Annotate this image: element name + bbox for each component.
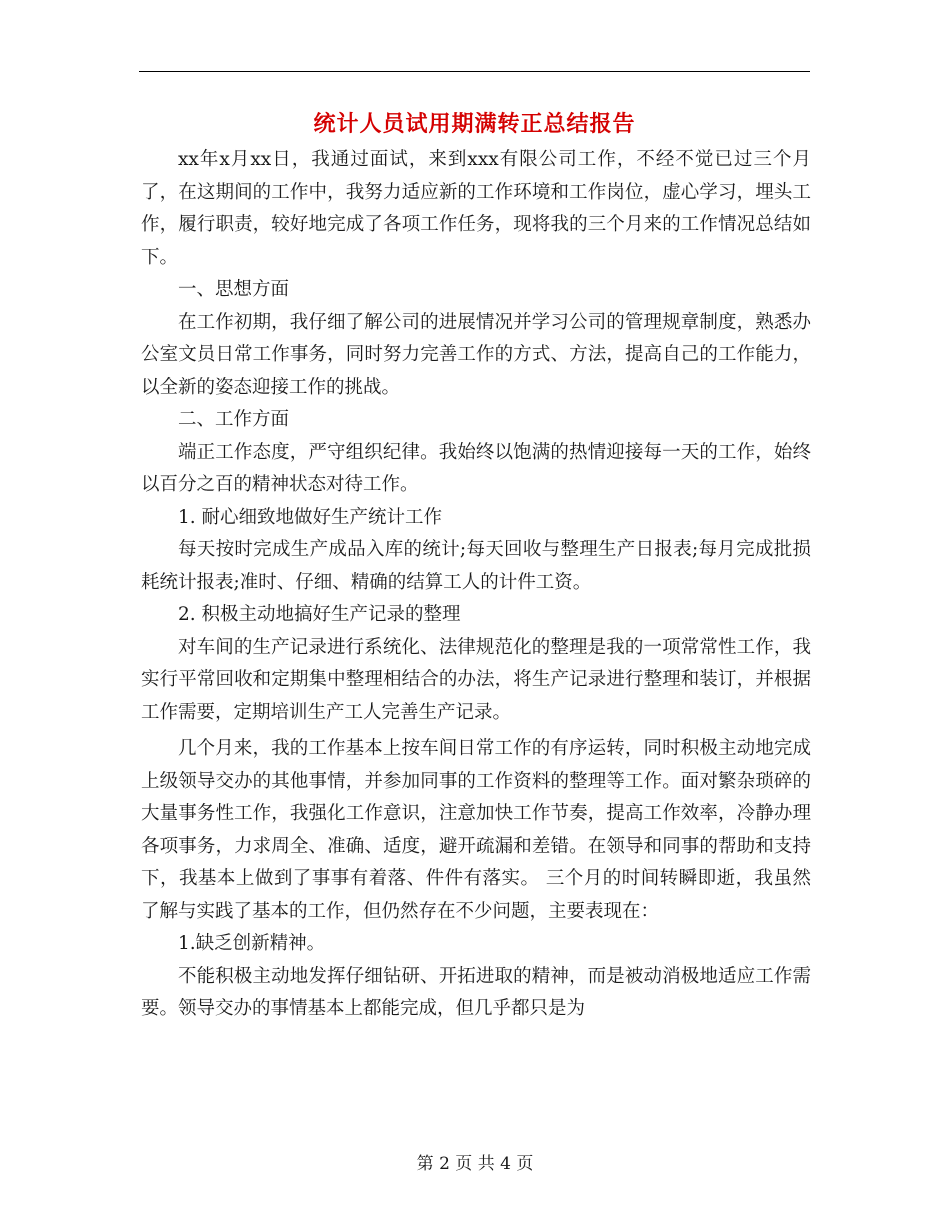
- paragraph-thought: 在工作初期，我仔细了解公司的进展情况并学习公司的管理规章制度，熟悉办公室文员日常工作事务，同时努力完善工作的方式、方法，提高自己的工作能力，以全新的姿态迎接工作的挑战。: [141, 311, 811, 398]
- paragraph-innovation: 不能积极主动地发挥仔细钻研、开拓进取的精神，而是被动消极地适应工作需要。领导交办的事情基本上都能完成，但几乎都只是为: [141, 965, 811, 1019]
- page-footer: 第 2 页 共 4 页: [416, 1154, 534, 1174]
- document-title: 统计人员试用期满转正总结报告: [313, 111, 636, 137]
- subheading-statistics: 1. 耐心细致地做好生产统计工作: [178, 506, 443, 528]
- heading-work: 二、工作方面: [178, 409, 290, 430]
- paragraph-statistics: 每天按时完成生产成品入库的统计;每天回收与整理生产日报表;每月完成批损耗统计报表;准时、仔细、精确的结算工人的计件工资。: [141, 539, 811, 593]
- paragraph-intro: xx年x月xx日，我通过面试，来到xxx有限公司工作，不经不觉已过三个月了，在这期间的工作中，我努力适应新的工作环境和工作岗位，虚心学习，埋头工作，履行职责，较好地完成了各项工作任务，现将我的三个月来的工作情况总结如下。: [141, 149, 811, 268]
- subheading-innovation: 1.缺乏创新精神。: [178, 933, 326, 954]
- heading-thought: 一、思想方面: [178, 279, 290, 300]
- paragraph-summary: 几个月来，我的工作基本上按车间日常工作的有序运转，同时积极主动地完成上级领导交办的其他事情，并参加同事的工作资料的整理等工作。面对繁杂琐碎的大量事务性工作，我强化工作意识，注意加快工作节奏，提高工作效率，冷静办理各项事务，力求周全、准确、适度，避开疏漏和差错。在领导和同事的帮助和支持下，我基本上做到了事事有着落、件件有落实。 三个月的时间转瞬即逝，我虽然了解与实践了基本的工作，但仍然存在不少问题，主要表现在：: [141, 738, 811, 922]
- header-rule: [139, 71, 810, 72]
- paragraph-attitude: 端正工作态度，严守组织纪律。我始终以饱满的热情迎接每一天的工作，始终以百分之百的精神状态对待工作。: [141, 441, 811, 495]
- paragraph-records: 对车间的生产记录进行系统化、法律规范化的整理是我的一项常常性工作，我实行平常回收和定期集中整理相结合的办法，将生产记录进行整理和装订，并根据工作需要，定期培训生产工人完善生产记录。: [141, 636, 811, 723]
- subheading-records: 2. 积极主动地搞好生产记录的整理: [178, 604, 461, 625]
- document-body: [141, 144, 811, 1026]
